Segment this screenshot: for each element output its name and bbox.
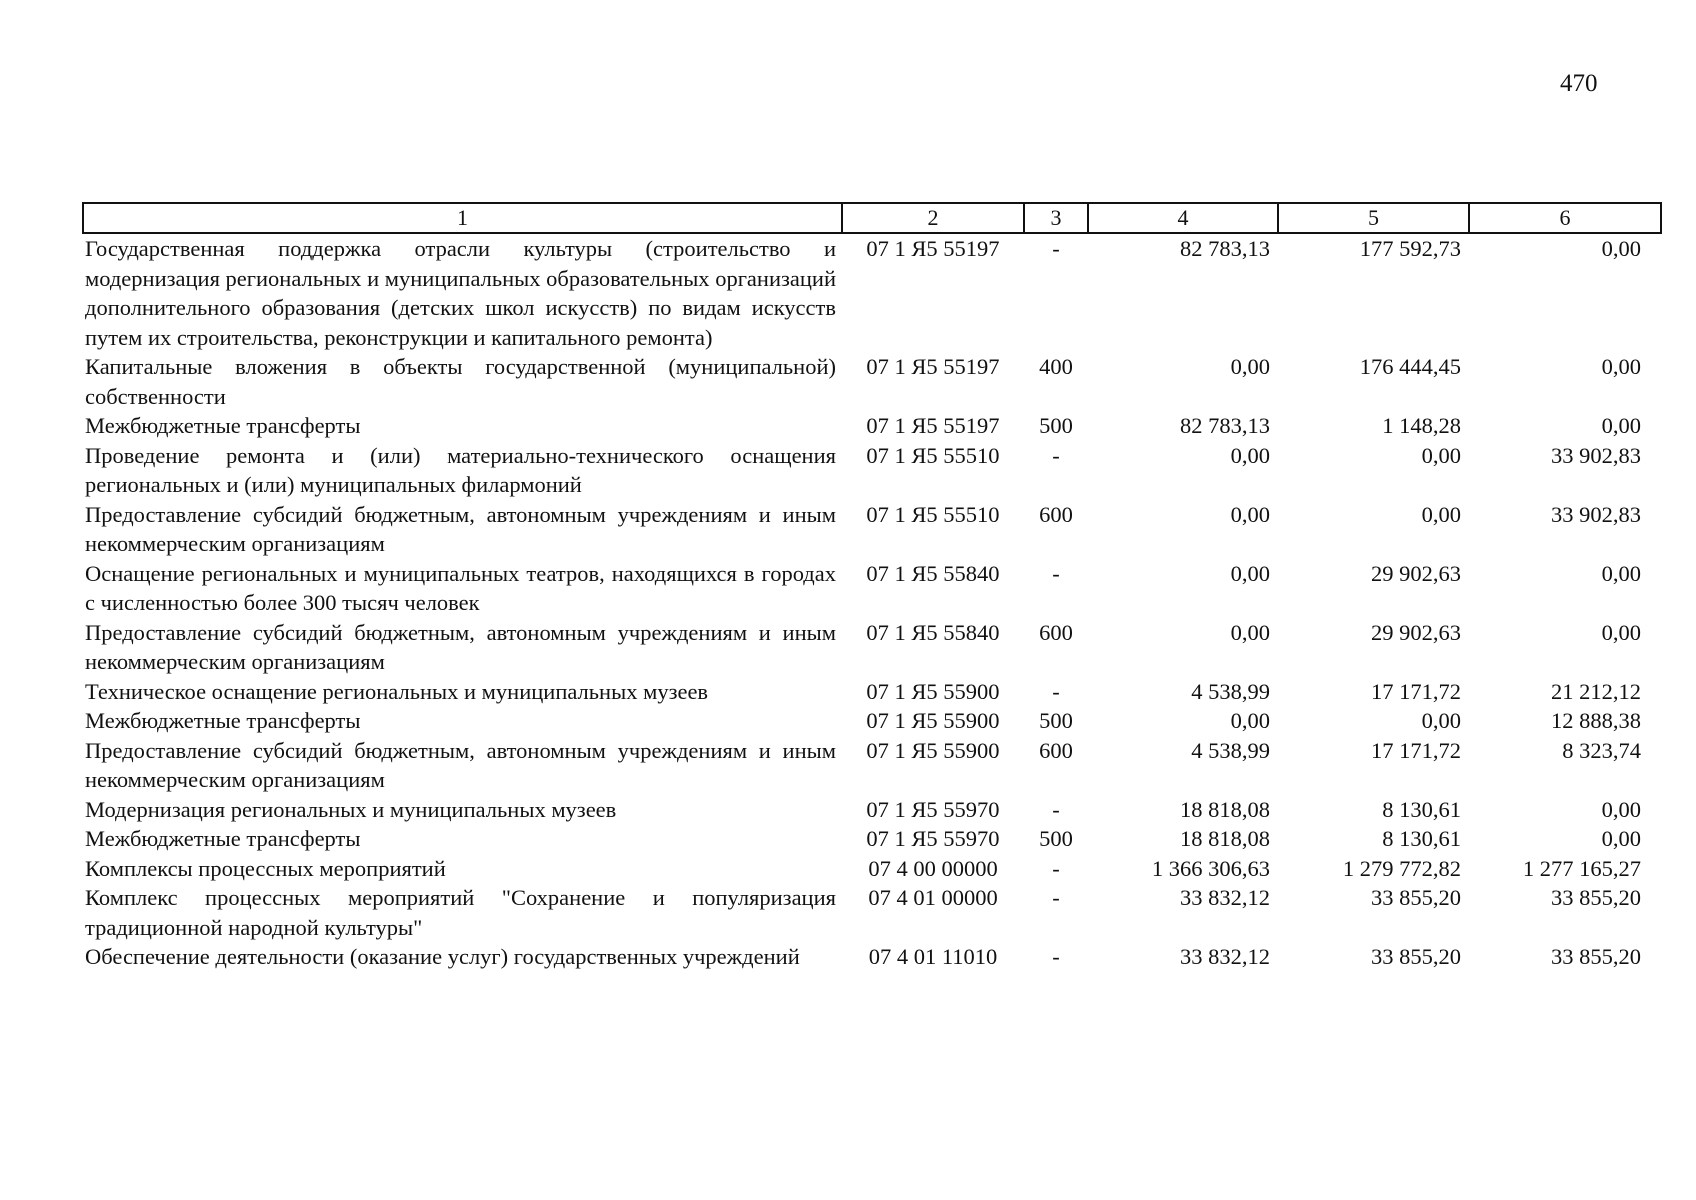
row-value-col5: 17 171,72: [1371, 737, 1461, 763]
table-row: [83, 618, 1661, 677]
row-value-col6: 0,00: [1601, 796, 1641, 822]
row-value-col5: 0,00: [1421, 442, 1461, 468]
row-value-col4: 33 832,12: [1180, 885, 1270, 910]
table-row: [83, 854, 1661, 884]
row-value-col6: 0,00: [1601, 354, 1641, 379]
row-value-col5: 33 855,20: [1371, 944, 1461, 969]
row-expense-type: 500: [1039, 708, 1073, 733]
table-row: [83, 883, 1661, 942]
row-code: 07 1 Я5 55197: [866, 236, 1000, 261]
table-row: [83, 677, 1661, 707]
row-code: 07 1 Я5 55510: [866, 501, 1000, 527]
table-row: [83, 233, 1661, 352]
row-value-col6: 12 888,38: [1551, 708, 1641, 733]
row-name: Предоставление субсидий бюджетным, автономным учреждениям и иным некоммерческим организациям: [85, 501, 836, 556]
row-value-col4: 18 818,08: [1180, 796, 1270, 822]
row-value-col6: 0,00: [1601, 619, 1641, 645]
row-expense-type: 500: [1039, 413, 1073, 438]
row-name: Комплекс процессных мероприятий "Сохранение и популяризация традиционной народной культуры": [85, 885, 836, 940]
row-name: Модернизация региональных и муниципальных музеев: [85, 796, 617, 822]
row-value-col6: 1 277 165,27: [1522, 855, 1641, 881]
row-value-col5: 29 902,63: [1371, 560, 1461, 586]
row-code: 07 4 00 00000: [868, 855, 998, 881]
table-row: [83, 559, 1661, 618]
row-expense-type: 600: [1039, 737, 1073, 763]
column-header-6: 6: [1469, 203, 1661, 233]
row-value-col5: 176 444,45: [1359, 354, 1461, 379]
row-name: Комплексы процессных мероприятий: [85, 855, 446, 881]
row-value-col5: 177 592,73: [1359, 236, 1461, 261]
table-row: [83, 411, 1661, 441]
table-row: [83, 942, 1661, 972]
row-expense-type: -: [1052, 944, 1060, 969]
table-row: [83, 736, 1661, 795]
row-name: Предоставление субсидий бюджетным, автономным учреждениям и иным некоммерческим организациям: [85, 737, 836, 792]
row-expense-type: 600: [1039, 619, 1073, 645]
row-value-col4: 0,00: [1230, 354, 1270, 379]
table-row: [83, 352, 1661, 411]
row-value-col4: 82 783,13: [1180, 236, 1270, 261]
row-value-col5: 0,00: [1421, 501, 1461, 527]
row-value-col6: 33 902,83: [1551, 442, 1641, 468]
table-row: [83, 795, 1661, 825]
row-value-col6: 0,00: [1601, 560, 1641, 586]
row-code: 07 1 Я5 55900: [866, 708, 1000, 733]
budget-table: [82, 202, 1662, 972]
row-name: Капитальные вложения в объекты государственной (муниципальной) собственности: [85, 354, 836, 409]
row-name: Межбюджетные трансферты: [85, 413, 361, 438]
row-value-col5: 1 279 772,82: [1342, 855, 1461, 881]
row-code: 07 1 Я5 55900: [866, 737, 1000, 763]
column-header-1: 1: [83, 203, 842, 233]
row-code: 07 4 01 00000: [868, 885, 998, 910]
row-value-col5: 8 130,61: [1382, 796, 1461, 822]
row-value-col5: 29 902,63: [1371, 619, 1461, 645]
table-row: [83, 706, 1661, 736]
row-value-col6: 21 212,12: [1551, 678, 1641, 704]
page-number: 470: [1560, 70, 1598, 97]
row-expense-type: -: [1052, 236, 1060, 261]
column-header-2: 2: [842, 203, 1024, 233]
row-expense-type: -: [1052, 796, 1060, 822]
column-header-5: 5: [1278, 203, 1469, 233]
row-code: 07 1 Я5 55840: [866, 560, 1000, 586]
row-value-col5: 8 130,61: [1382, 826, 1461, 851]
row-name: Предоставление субсидий бюджетным, автономным учреждениям и иным некоммерческим организациям: [85, 619, 836, 674]
row-code: 07 1 Я5 55197: [866, 354, 1000, 379]
row-code: 07 1 Я5 55510: [866, 442, 1000, 468]
table-body: [83, 233, 1661, 972]
row-expense-type: 500: [1039, 826, 1073, 851]
row-value-col4: 0,00: [1230, 560, 1270, 586]
row-value-col4: 33 832,12: [1180, 944, 1270, 969]
table-row: [83, 500, 1661, 559]
row-name: Техническое оснащение региональных и муниципальных музеев: [85, 678, 709, 704]
row-expense-type: -: [1052, 855, 1060, 881]
row-expense-type: -: [1052, 885, 1060, 910]
row-value-col6: 33 902,83: [1551, 501, 1641, 527]
row-value-col5: 33 855,20: [1371, 885, 1461, 910]
row-code: 07 1 Я5 55197: [866, 413, 1000, 438]
row-value-col4: 4 538,99: [1191, 678, 1270, 704]
row-value-col4: 0,00: [1230, 501, 1270, 527]
row-value-col6: 33 855,20: [1551, 944, 1641, 969]
row-value-col4: 0,00: [1230, 619, 1270, 645]
row-name: Проведение ремонта и (или) материально-технического оснащения региональных и (или) муниципальных филармоний: [85, 442, 836, 497]
row-value-col6: 0,00: [1601, 826, 1641, 851]
row-value-col4: 0,00: [1230, 442, 1270, 468]
row-code: 07 1 Я5 55970: [866, 826, 1000, 851]
row-value-col5: 0,00: [1421, 708, 1461, 733]
row-value-col6: 0,00: [1601, 236, 1641, 261]
row-value-col6: 8 323,74: [1562, 737, 1641, 763]
column-header-4: 4: [1088, 203, 1278, 233]
row-value-col4: 1 366 306,63: [1151, 855, 1270, 881]
row-expense-type: 400: [1039, 354, 1073, 379]
row-name: Оснащение региональных и муниципальных театров, находящихся в городах с численностью более 300 тысяч человек: [85, 560, 836, 615]
table-header: [83, 203, 1661, 233]
row-name: Государственная поддержка отрасли культуры (строительство и модернизация региональных и муниципальных образовательных организаций дополнительного образования (детских школ искусств) по видам искусств путем их строительства, реконструкции и капитального ремонта): [85, 236, 836, 350]
row-value-col4: 0,00: [1230, 708, 1270, 733]
row-value-col4: 4 538,99: [1191, 737, 1270, 763]
row-name: Межбюджетные трансферты: [85, 708, 361, 733]
row-value-col6: 33 855,20: [1551, 885, 1641, 910]
row-value-col4: 18 818,08: [1180, 826, 1270, 851]
row-value-col6: 0,00: [1601, 413, 1641, 438]
table-row: [83, 441, 1661, 500]
row-expense-type: 600: [1039, 501, 1073, 527]
row-expense-type: -: [1052, 678, 1060, 704]
table-row: [83, 824, 1661, 854]
row-value-col5: 1 148,28: [1382, 413, 1461, 438]
row-name: Межбюджетные трансферты: [85, 826, 361, 851]
row-name: Обеспечение деятельности (оказание услуг) государственных учреждений: [85, 944, 800, 969]
row-value-col4: 82 783,13: [1180, 413, 1270, 438]
row-code: 07 1 Я5 55840: [866, 619, 1000, 645]
column-header-3: 3: [1024, 203, 1088, 233]
row-code: 07 1 Я5 55970: [866, 796, 1000, 822]
row-expense-type: -: [1052, 560, 1060, 586]
row-expense-type: -: [1052, 442, 1060, 468]
row-value-col5: 17 171,72: [1371, 678, 1461, 704]
row-code: 07 1 Я5 55900: [866, 678, 1000, 704]
row-code: 07 4 01 11010: [868, 944, 998, 969]
